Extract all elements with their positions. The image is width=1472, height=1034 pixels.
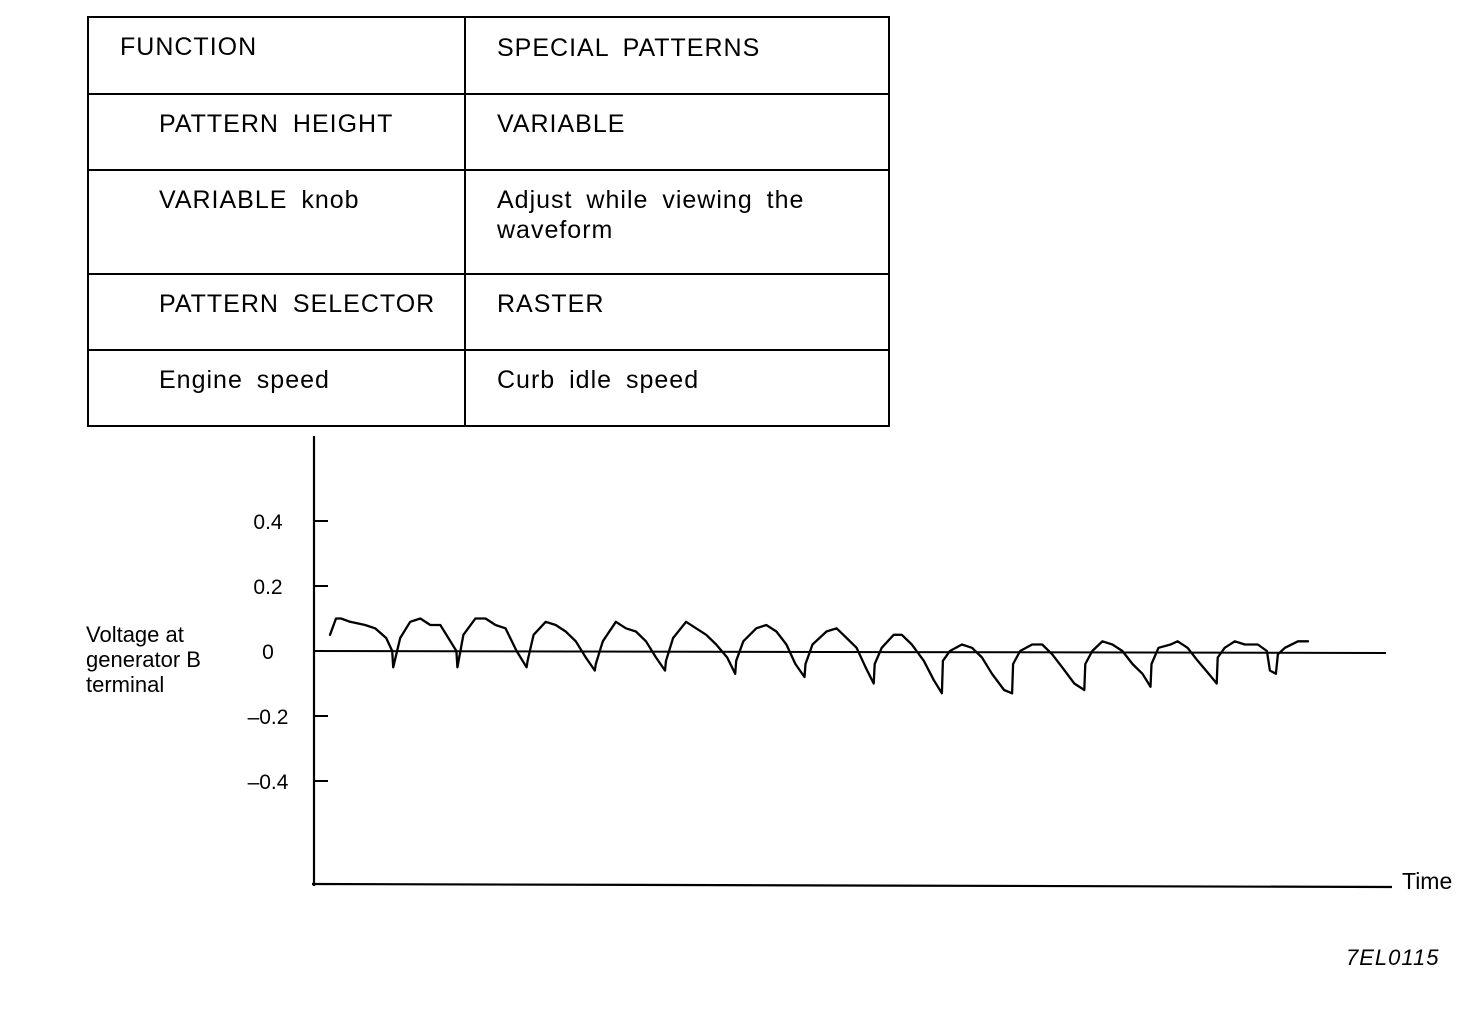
y-axis-label — [86, 622, 201, 697]
waveform-trace — [330, 619, 1308, 694]
y-axis-label-line: terminal — [86, 672, 165, 697]
setting-cell: Curb idle speed — [465, 350, 889, 426]
x-axis-label: Time — [1402, 868, 1453, 894]
y-ticks — [248, 511, 328, 794]
table-row — [88, 350, 889, 426]
table-row — [88, 94, 889, 170]
settings-table — [87, 16, 890, 427]
y-tick-label: 0 — [262, 641, 274, 664]
y-tick-label: 0.2 — [253, 576, 283, 599]
y-tick-label: 0.4 — [253, 511, 283, 534]
setting-cell: Adjust while viewing the waveform — [465, 170, 889, 274]
table-header-row — [88, 17, 889, 94]
zero-baseline — [314, 651, 1386, 653]
setting-cell: RASTER — [465, 274, 889, 350]
x-axis-line — [312, 884, 1392, 887]
table-row — [88, 274, 889, 350]
y-axis-label-line: Voltage at — [86, 622, 184, 647]
y-tick-label: –0.4 — [247, 771, 289, 794]
header-function: FUNCTION — [88, 17, 465, 94]
setting-cell: VARIABLE — [465, 94, 889, 170]
table-row — [88, 170, 889, 274]
function-cell: PATTERN SELECTOR — [88, 274, 465, 350]
y-tick-label: –0.2 — [247, 706, 289, 729]
y-axis-label-line: generator B — [86, 647, 201, 672]
waveform-trace-group — [330, 619, 1308, 694]
function-cell: Engine speed — [88, 350, 465, 426]
function-cell: VARIABLE knob — [88, 170, 465, 274]
figure-code: 7EL0115 — [1346, 945, 1440, 970]
function-cell: PATTERN HEIGHT — [88, 94, 465, 170]
header-special-patterns: SPECIAL PATTERNS — [465, 17, 889, 94]
chart-axes — [312, 436, 1392, 887]
